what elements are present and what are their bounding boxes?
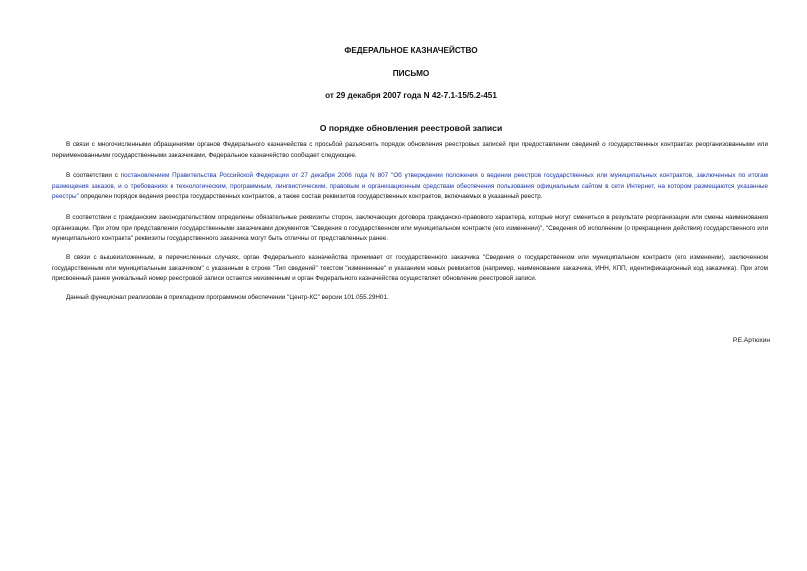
- paragraph-2: [52, 171, 768, 203]
- paragraph-2-rest: определен порядок ведения реестра государственных контрактов, а также состав реквизитов государственных контрактов, включаемых в указанный реестр.: [78, 193, 543, 200]
- paragraph-5: Данный функционал реализован в прикладном программном обеспечении "Центр-КС" версии 101.055.29Н01.: [66, 294, 389, 301]
- signature: Р.Е.Артюхин: [732, 337, 770, 344]
- subject-heading: О порядке обновления реестровой записи: [319, 123, 503, 133]
- paragraph-3: В соответствии с гражданским законодательством определены обязательные реквизиты сторон, заключающих договора гражданско-правового характера, которые могут смениться в результате реорганизации или смены наименования организации. При этом при представлении государственными заказчиками документов "Сведения о государственном или муниципальном контракте (его изменении)", "Сведения об исполнении (о прекращении действия) государственного или муниципального контракта" реквизиты государственного заказчика могут быть отличны от представленных ранее.: [52, 214, 768, 242]
- organization-heading: ФЕДЕРАЛЬНОЕ КАЗНАЧЕЙСТВО: [344, 46, 478, 55]
- paragraph-2-intro: В соответствии с: [66, 172, 121, 179]
- document-type-heading: ПИСЬМО: [392, 69, 430, 78]
- government-decree-link[interactable]: постановлением Правительства Российской Федерации от 27 декабря 2006 года N 807 "Об утверждении положения о ведении реестров государственных или муниципальных контрактов, заключенных по итогам размещения заказов, и о требованиях к технологическим, программным, лингвистическим, правовым и организационным средствам обеспечения пользования официальным сайтом в сети Интернет, на котором размещаются указанные реестры": [52, 172, 769, 200]
- paragraph-4: В связи с вышеизложенным, в перечисленных случаях, орган Федерального казначейства принимает от государственного заказчика "Сведения о государственном или муниципальном контракте (его изменении), заключенном государственным или муниципальным заказчиком" с указанным в строке "Тип сведений" текстом "измененные" и указанием новых реквизитов (например, наименование заказчика, ИНН, КПП, идентификационный код заказчика). При этом присвоенный ранее уникальный номер реестровой записи остается неизменным и орган Федерального казначейства осуществляет обновление реестровой записи.: [52, 254, 768, 282]
- date-number-heading: от 29 декабря 2007 года N 42-7.1-15/5.2-451: [325, 91, 497, 100]
- paragraph-1: В связи с многочисленными обращениями органов Федерального казначейства с просьбой разъяснить порядок обновления реестровых записей при предоставлении сведений о государственных контрактах реорганизованными или переименованными государственными заказчиками, Федеральное казначейство сообщает следующее.: [52, 141, 768, 159]
- document-page: [52, 0, 770, 571]
